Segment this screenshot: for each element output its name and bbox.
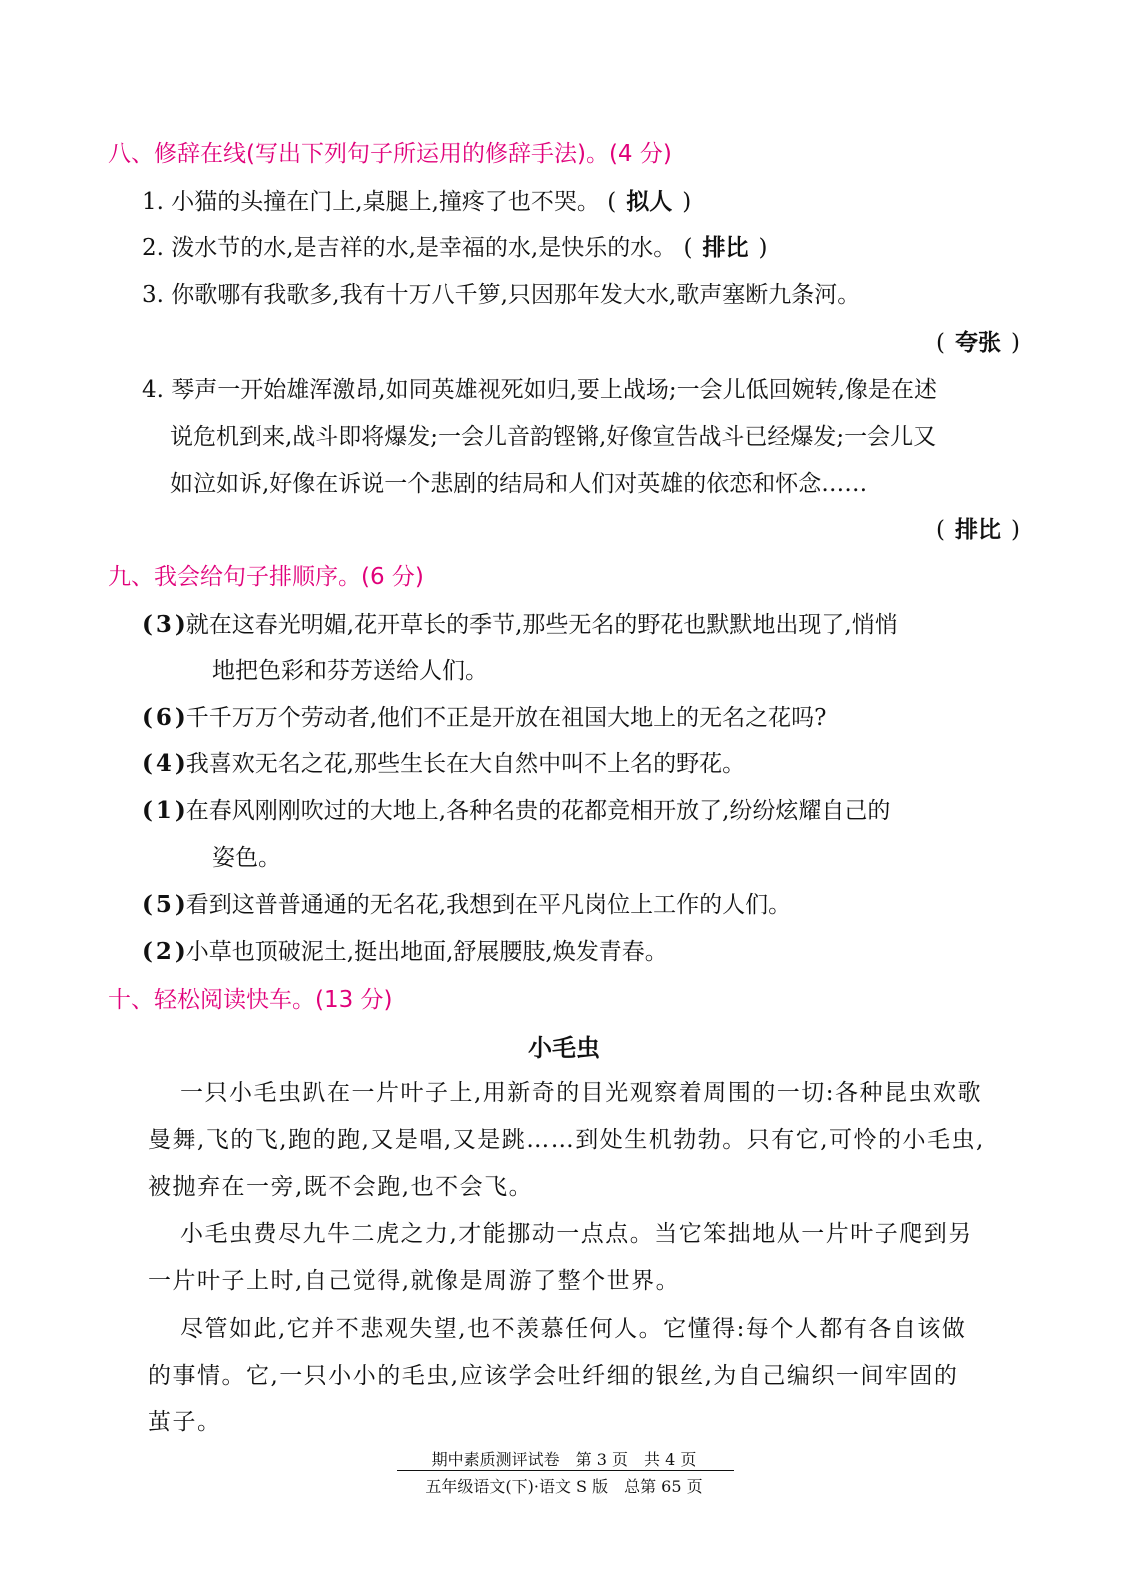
order-text: 在春风刚刚吹过的大地上,各种名贵的花都竞相开放了,纷纷炫耀自己的 [185, 798, 891, 824]
footer-line-2: 五年级语文(下)·语文 S 版 总第 65 页 [425, 1477, 703, 1496]
order-item-1: ( 3 )就在这春光明媚,花开草长的季节,那些无名的野花也默默地出现了,悄悄 [142, 611, 898, 638]
story-line-6: 尽管如此,它并不悲观失望,也不羡慕任何人。它懂得:每个人都有各自该做 [180, 1316, 967, 1342]
answer-8-4: 排比 [955, 516, 1002, 543]
order-text: 小草也顶破泥土,挺出地面,舒展腰肢,焕发青春。 [185, 939, 668, 965]
question-8-3: 3. 你歌哪有我歌多,我有十万八千箩,只因那年发大水,歌声塞断九条河。 [142, 282, 861, 308]
story-line-7: 的事情。它,一只小小的毛虫,应该学会吐纤细的银丝,为自己编织一间牢固的 [148, 1363, 959, 1389]
question-8-4-line1: 4. 琴声一开始雄浑激昂,如同英雄视死如归,要上战场;一会儿低回婉转,像是在述 [142, 377, 937, 403]
question-text: 2. 泼水节的水,是吉祥的水,是幸福的水,是快乐的水。 [142, 235, 677, 261]
story-line-4: 小毛虫费尽九牛二虎之力,才能挪动一点点。当它笨拙地从一片叶子爬到另 [180, 1221, 973, 1247]
footer-divider [397, 1470, 734, 1471]
order-text: 看到这普普通通的无名花,我想到在平凡岗位上工作的人们。 [185, 892, 792, 918]
order-item-3: ( 4 )我喜欢无名之花,那些生长在大自然中叫不上名的野花。 [142, 750, 746, 777]
order-number: 3 [155, 611, 172, 638]
order-text: 就在这春光明媚,花开草长的季节,那些无名的野花也默默地出现了,悄悄 [185, 612, 898, 638]
order-item-6: ( 2 )小草也顶破泥土,挺出地面,舒展腰肢,焕发青春。 [142, 938, 668, 965]
order-text: 我喜欢无名之花,那些生长在大自然中叫不上名的野花。 [185, 751, 746, 777]
order-number: 1 [155, 797, 172, 824]
section-8-heading: 八、修辞在线(写出下列句子所运用的修辞手法)。(4 分) [108, 141, 672, 167]
order-item-1-cont: 地把色彩和芬芳送给人们。 [212, 658, 488, 684]
question-text: 1. 小猫的头撞在门上,桌腿上,撞疼了也不哭。 [142, 189, 600, 215]
order-text: 千千万万个劳动者,他们不正是开放在祖国大地上的无名之花吗? [185, 705, 827, 731]
order-number: 4 [155, 750, 172, 777]
answer-8-3: 夸张 [955, 329, 1002, 356]
question-8-4-line3: 如泣如诉,好像在诉说一个悲剧的结局和人们对英雄的依恋和怀念…… [170, 471, 868, 497]
story-line-5: 一片叶子上时,自己觉得,就像是周游了整个世界。 [148, 1268, 681, 1294]
order-number: 2 [155, 938, 172, 965]
order-item-4-cont: 姿色。 [212, 845, 281, 871]
story-line-8: 茧子。 [148, 1409, 222, 1435]
order-number: 6 [155, 704, 172, 731]
footer-line-1: 期中素质测评试卷 第 3 页 共 4 页 [431, 1450, 697, 1469]
answer-8-2: 排比 [702, 234, 749, 261]
order-item-2: ( 6 )千千万万个劳动者,他们不正是开放在祖国大地上的无名之花吗? [142, 704, 827, 731]
answer-8-1: 拟人 [626, 188, 673, 215]
story-line-2: 曼舞,飞的飞,跑的跑,又是唱,又是跳……到处生机勃勃。只有它,可怜的小毛虫, [148, 1127, 985, 1153]
answer-8-3-line: ( 夸张 ) [936, 329, 1020, 356]
section-9-heading: 九、我会给句子排顺序。(6 分) [108, 564, 424, 590]
order-item-4: ( 1 )在春风刚刚吹过的大地上,各种名贵的花都竞相开放了,纷纷炫耀自己的 [142, 797, 891, 824]
order-number: 5 [155, 891, 172, 918]
answer-8-4-line: ( 排比 ) [936, 516, 1020, 543]
section-10-heading: 十、轻松阅读快车。(13 分) [108, 987, 393, 1013]
question-8-1: 1. 小猫的头撞在门上,桌腿上,撞疼了也不哭。 ( 拟人 ) [142, 188, 692, 215]
story-line-3: 被抛弃在一旁,既不会跑,也不会飞。 [148, 1174, 534, 1200]
question-8-4-line2: 说危机到来,战斗即将爆发;一会儿音韵铿锵,好像宣告战斗已经爆发;一会儿又 [170, 424, 937, 450]
story-line-1: 一只小毛虫趴在一片叶子上,用新奇的目光观察着周围的一切:各种昆虫欢歌 [180, 1080, 983, 1106]
order-item-5: ( 5 )看到这普普通通的无名花,我想到在平凡岗位上工作的人们。 [142, 891, 792, 918]
question-8-2: 2. 泼水节的水,是吉祥的水,是幸福的水,是快乐的水。 ( 排比 ) [142, 234, 768, 261]
story-title: 小毛虫 [528, 1034, 600, 1062]
